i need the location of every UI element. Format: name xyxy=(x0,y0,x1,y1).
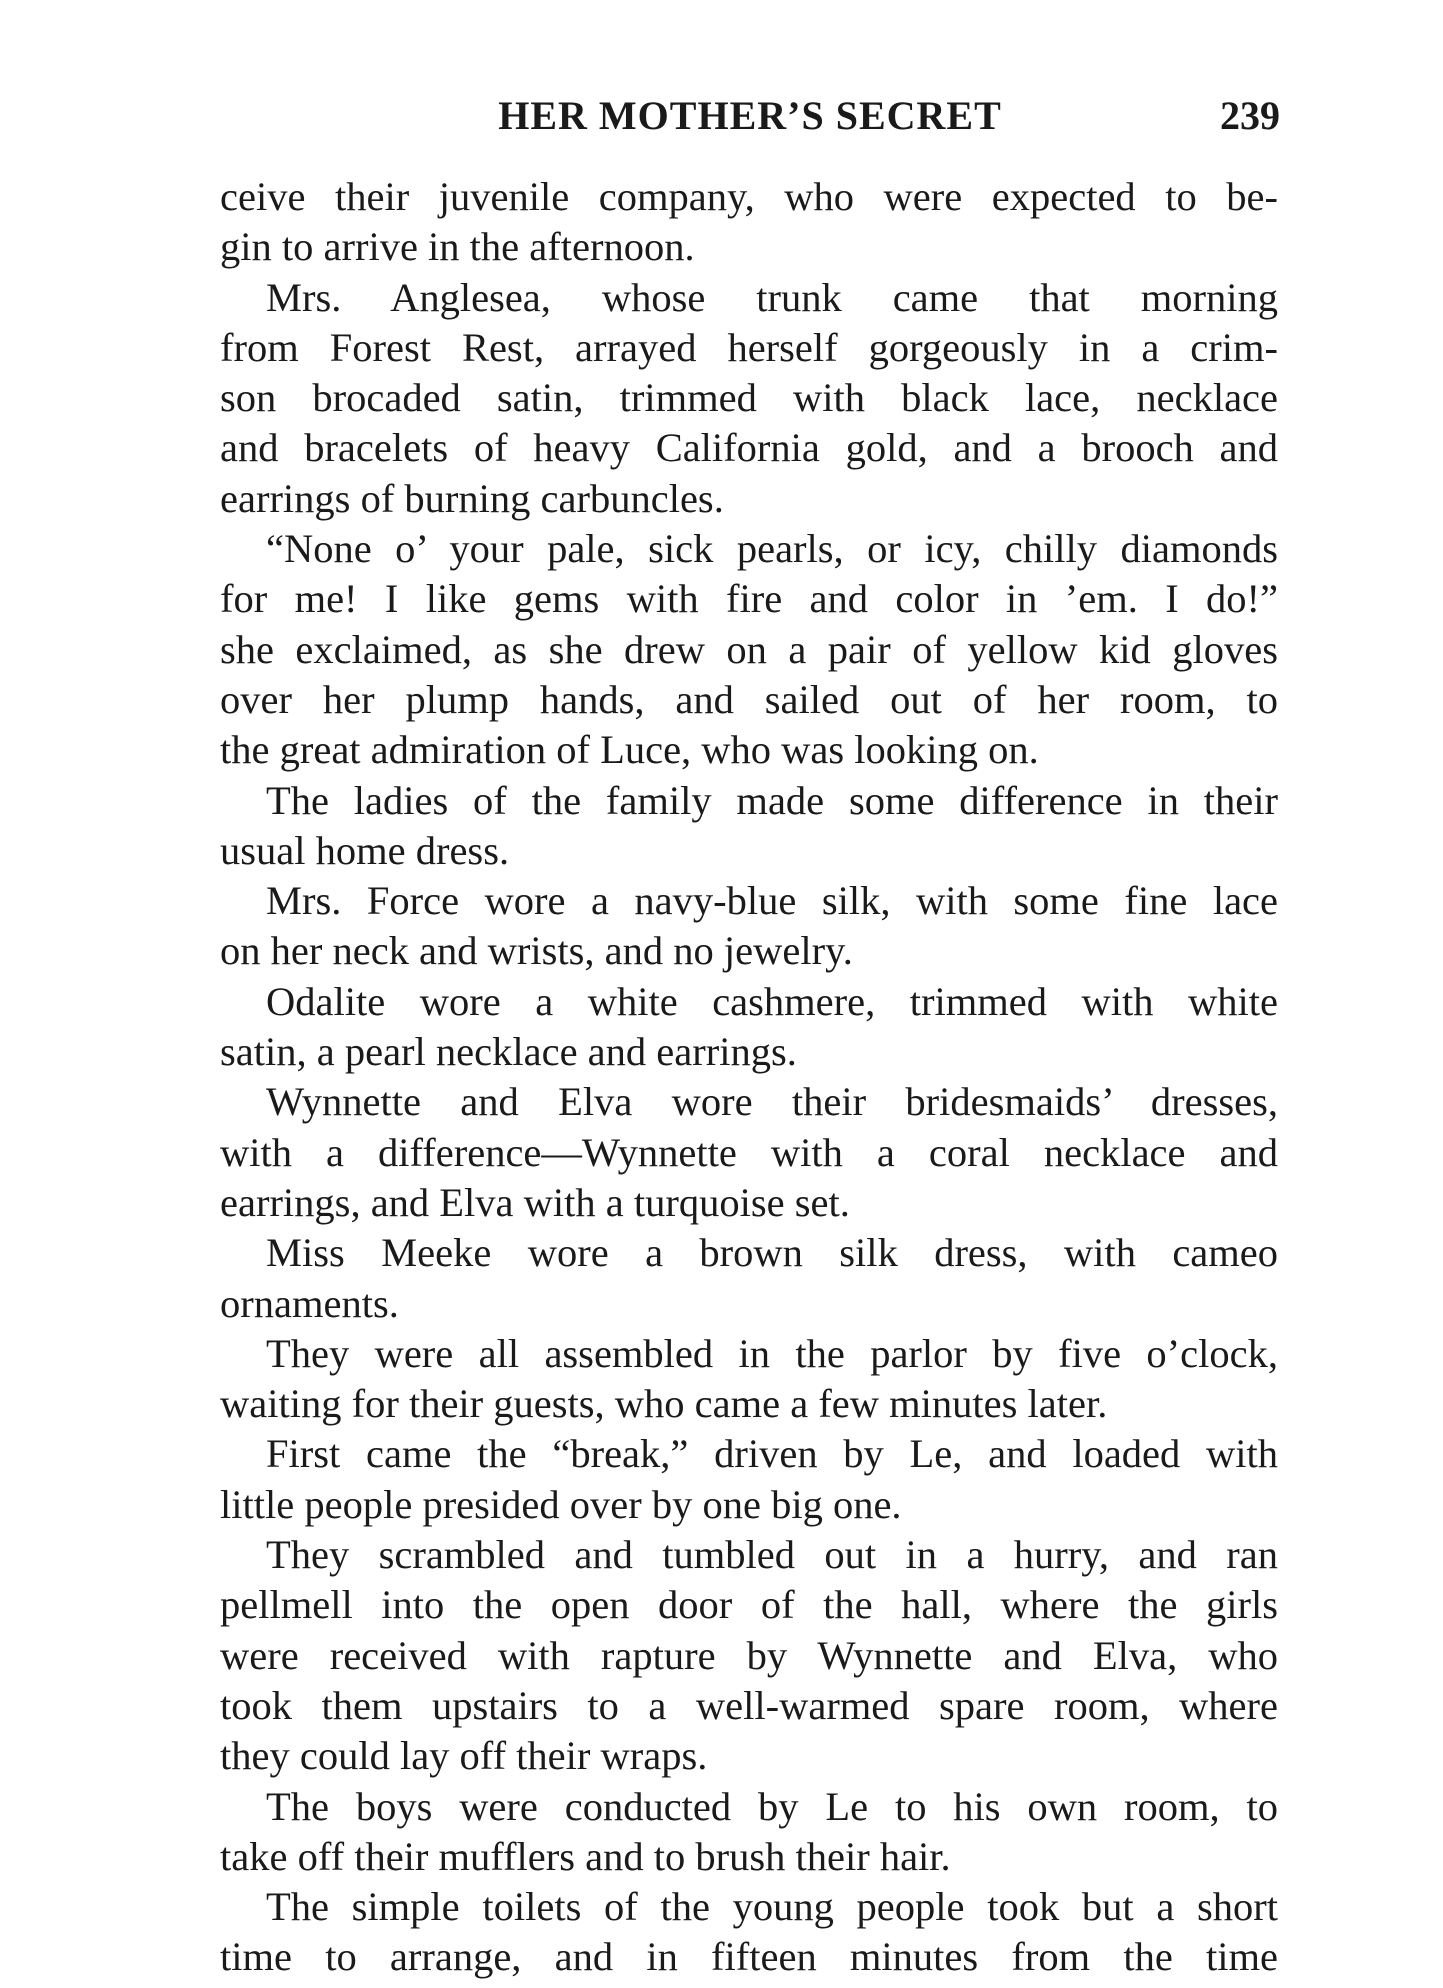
paragraph xyxy=(220,273,1278,524)
paragraph xyxy=(220,977,1278,1078)
running-head xyxy=(220,92,1280,144)
text-line: the great admiration of Luce, who was looking on. xyxy=(220,727,1039,773)
body-text xyxy=(220,172,1278,1983)
text-line: earrings of burning carbuncles. xyxy=(220,475,724,521)
text-line: on her neck and wrists, and no jewelry. xyxy=(220,928,853,974)
text-line: The boys were conducted by Le to his own room, to xyxy=(266,1783,1278,1829)
text-line: gin to arrive in the afternoon. xyxy=(220,224,695,270)
paragraph xyxy=(220,1782,1278,1883)
text-line: with a difference—Wynnette with a coral necklace and xyxy=(220,1129,1278,1175)
text-line: son brocaded satin, trimmed with black lace, necklace xyxy=(220,375,1278,421)
text-line: usual home dress. xyxy=(220,827,510,873)
text-line: and bracelets of heavy California gold, and a brooch and xyxy=(220,425,1278,471)
text-line: pellmell into the open door of the hall, where the girls xyxy=(220,1582,1278,1628)
text-line: earrings, and Elva with a turquoise set. xyxy=(220,1179,850,1225)
text-line: Mrs. Force wore a navy-blue silk, with some fine lace xyxy=(266,878,1278,924)
paragraph xyxy=(220,524,1278,775)
text-line: ornaments. xyxy=(220,1280,399,1326)
paragraph xyxy=(220,1329,1278,1430)
text-line: ceive their juvenile company, who were expected to be- xyxy=(220,174,1278,219)
text-line: for me! I like gems with fire and color in ’em. I do!” xyxy=(220,576,1278,622)
text-line: satin, a pearl necklace and earrings. xyxy=(220,1029,797,1075)
text-line: from Forest Rest, arrayed herself gorgeously in a crim- xyxy=(220,324,1278,370)
text-line: she exclaimed, as she drew on a pair of yellow kid gloves xyxy=(220,626,1278,672)
text-line: They were all assembled in the parlor by five o’clock, xyxy=(266,1330,1278,1376)
text-line: time to arrange, and in fifteen minutes from the time xyxy=(220,1934,1278,1980)
text-line: Miss Meeke wore a brown silk dress, with cameo xyxy=(266,1230,1278,1276)
text-line: First came the “break,” driven by Le, and loaded with xyxy=(266,1431,1278,1477)
text-line: The simple toilets of the young people took but a short xyxy=(266,1884,1278,1930)
page-number: 239 xyxy=(1220,93,1280,138)
text-line: little people presided over by one big one. xyxy=(220,1481,902,1527)
text-line: The ladies of the family made some difference in their xyxy=(266,777,1278,823)
running-title: HER MOTHER’S SECRET xyxy=(498,93,1002,138)
text-line: Odalite wore a white cashmere, trimmed with white xyxy=(266,978,1278,1024)
text-line: “None o’ your pale, sick pearls, or icy, chilly diamonds xyxy=(266,526,1278,572)
paragraph xyxy=(220,1228,1278,1329)
paragraph xyxy=(220,1429,1278,1530)
paragraph xyxy=(220,172,1278,273)
text-line: took them upstairs to a well-warmed spare room, where xyxy=(220,1682,1278,1728)
paragraph xyxy=(220,1882,1278,1983)
text-line: They scrambled and tumbled out in a hurry, and ran xyxy=(266,1532,1278,1578)
text-line: waiting for their guests, who came a few minutes later. xyxy=(220,1381,1108,1427)
text-line: they could lay off their wraps. xyxy=(220,1733,708,1779)
text-line: were received with rapture by Wynnette and Elva, who xyxy=(220,1632,1278,1678)
text-line: Mrs. Anglesea, whose trunk came that morning xyxy=(266,274,1278,320)
paragraph xyxy=(220,876,1278,977)
text-line: take off their mufflers and to brush their hair. xyxy=(220,1833,951,1879)
text-line: Wynnette and Elva wore their bridesmaids’ dresses, xyxy=(266,1079,1278,1125)
paragraph xyxy=(220,1530,1278,1781)
paragraph xyxy=(220,1077,1278,1228)
text-line: over her plump hands, and sailed out of her room, to xyxy=(220,676,1278,722)
paragraph xyxy=(220,776,1278,877)
